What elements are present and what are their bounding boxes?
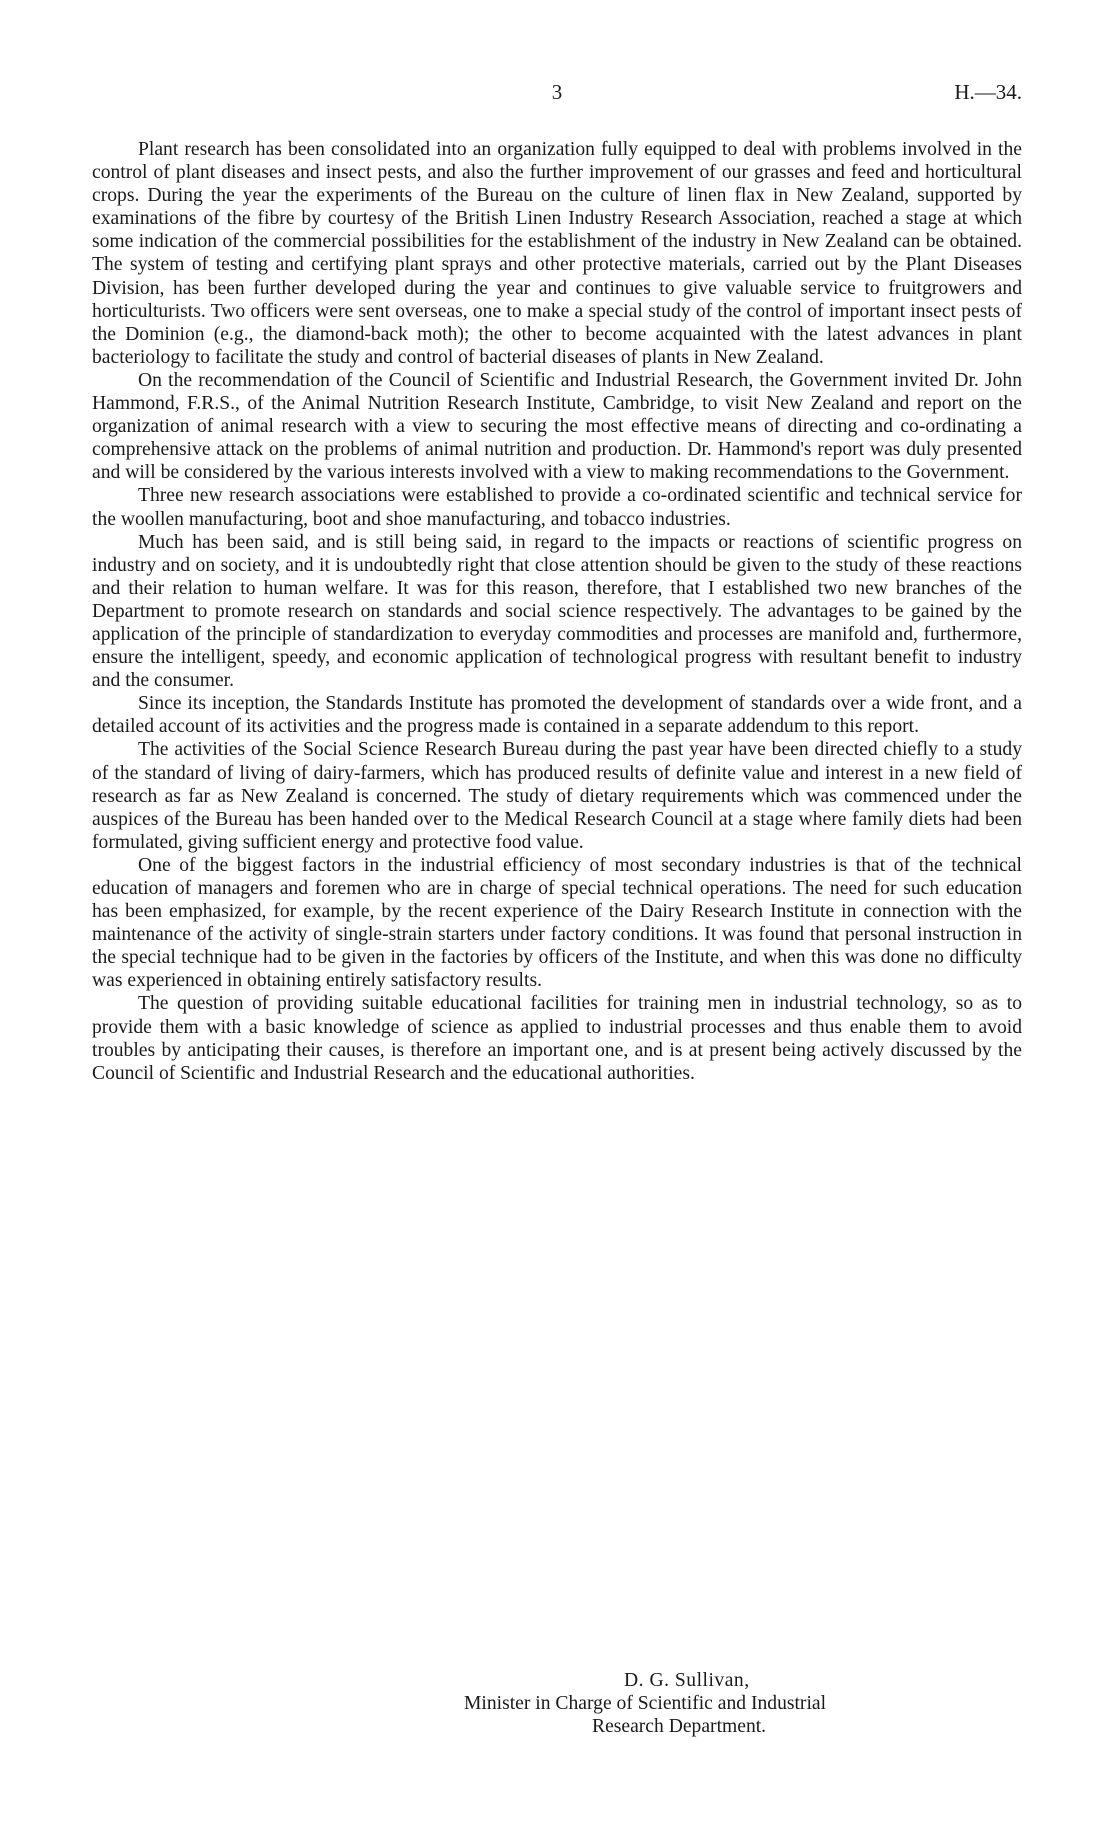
paragraph-animal-research: On the recommendation of the Council of Scientific and Industrial Research, the Government invited Dr. John Hammond, F.R.S., of the Animal Nutrition Research Institute, Cambridge, to visit New Zealand and report on the organization of animal research with a view to securing the most effective means of directing and co-ordinating a comprehensive attack on the problems of animal nutrition and production. Dr. Hammond's report was duly presented and will be considered by the various interests involved with a view to making recommendations to the Government. [92, 369, 1022, 484]
signatory-title: Minister in Charge of Scientific and Industrial [464, 1693, 827, 1715]
page-number: 3 [551, 80, 563, 104]
paragraph-research-associations: Three new research associations were established to provide a co-ordinated scientific and technical service for the woollen manufacturing, boot and shoe manufacturing, and tobacco industries. [92, 485, 1022, 530]
paragraph-social-science-bureau: The activities of the Social Science Research Bureau during the past year have been directed chiefly to a study of the standard of living of dairy-farmers, which has produced results of definite value and interest in a new field of research as far as New Zealand is concerned. The study of dietary requirements which was commenced under the auspices of the Bureau has been handed over to the Medical Research Council at a stage where family diets had been formulated, giving sufficient energy and protective food value. [92, 739, 1022, 853]
paragraph-educational-facilities: The question of providing suitable educational facilities for training men in industrial technology, so as to provide them with a basic knowledge of science as applied to industrial processes and thus enable them to avoid troubles by anticipating their causes, is therefore an important one, and is at present being actively discussed by the Council of Scientific and Industrial Research and the educational authorities. [92, 993, 1022, 1084]
signature-block [92, 1669, 1022, 1738]
page-header [92, 80, 1022, 110]
signatory-department: Research Department. [592, 1716, 767, 1738]
body-text [92, 138, 1022, 1085]
paragraph-scientific-progress: Much has been said, and is still being said, in regard to the impacts or reactions of scientific progress on industry and on society, and it is undoubtedly right that close attention should be given to the study of these reactions and their relation to human welfare. It was for this reason, therefore, that I established two new branches of the Department to promote research on standards and social science respectively. The advantages to be gained by the application of the principle of standardization to everyday commodities and processes are manifold and, furthermore, ensure the intelligent, speedy, and economic application of technological progress with resultant benefit to industry and the consumer. [92, 531, 1022, 692]
paragraph-plant-research: Plant research has been consolidated into an organization fully equipped to deal with problems involved in the control of plant diseases and insect pests, and also the further improvement of our grasses and feed and horticultural crops. During the year the experiments of the Bureau on the culture of linen flax in New Zealand, supported by examinations of the fibre by courtesy of the British Linen Industry Research Association, reached a stage at which some indication of the commercial possibilities for the establishment of the industry in New Zealand can be obtained. The system of testing and certifying plant sprays and other protective materials, carried out by the Plant Diseases Division, has been further developed during the year and continues to give valuable service to fruitgrowers and horticulturists. Two officers were sent overseas, one to make a special study of the control of important insect pests of the Dominion (e.g., the diamond-back moth); the other to become acquainted with the latest advances in plant bacteriology to facilitate the study and control of bacterial diseases of plants in New Zealand. [92, 139, 1022, 368]
paragraph-standards-institute: Since its inception, the Standards Institute has promoted the development of standards over a wide front, and a detailed account of its activities and the progress made is contained in a separate addendum to this report. [92, 693, 1022, 738]
signatory-name: D. G. Sullivan, [624, 1670, 750, 1691]
document-reference: H.—34. [954, 80, 1022, 104]
paragraph-technical-education: One of the biggest factors in the industrial efficiency of most secondary industries is that of the technical education of managers and foremen who are in charge of special technical operations. The need for such education has been emphasized, for example, by the recent experience of the Dairy Research Institute in connection with the maintenance of the activity of single-strain starters under factory conditions. It was found that personal instruction in the special technique had to be given in the factories by officers of the Institute, and when this was done no difficulty was experienced in obtaining entirely satisfactory results. [92, 854, 1022, 992]
